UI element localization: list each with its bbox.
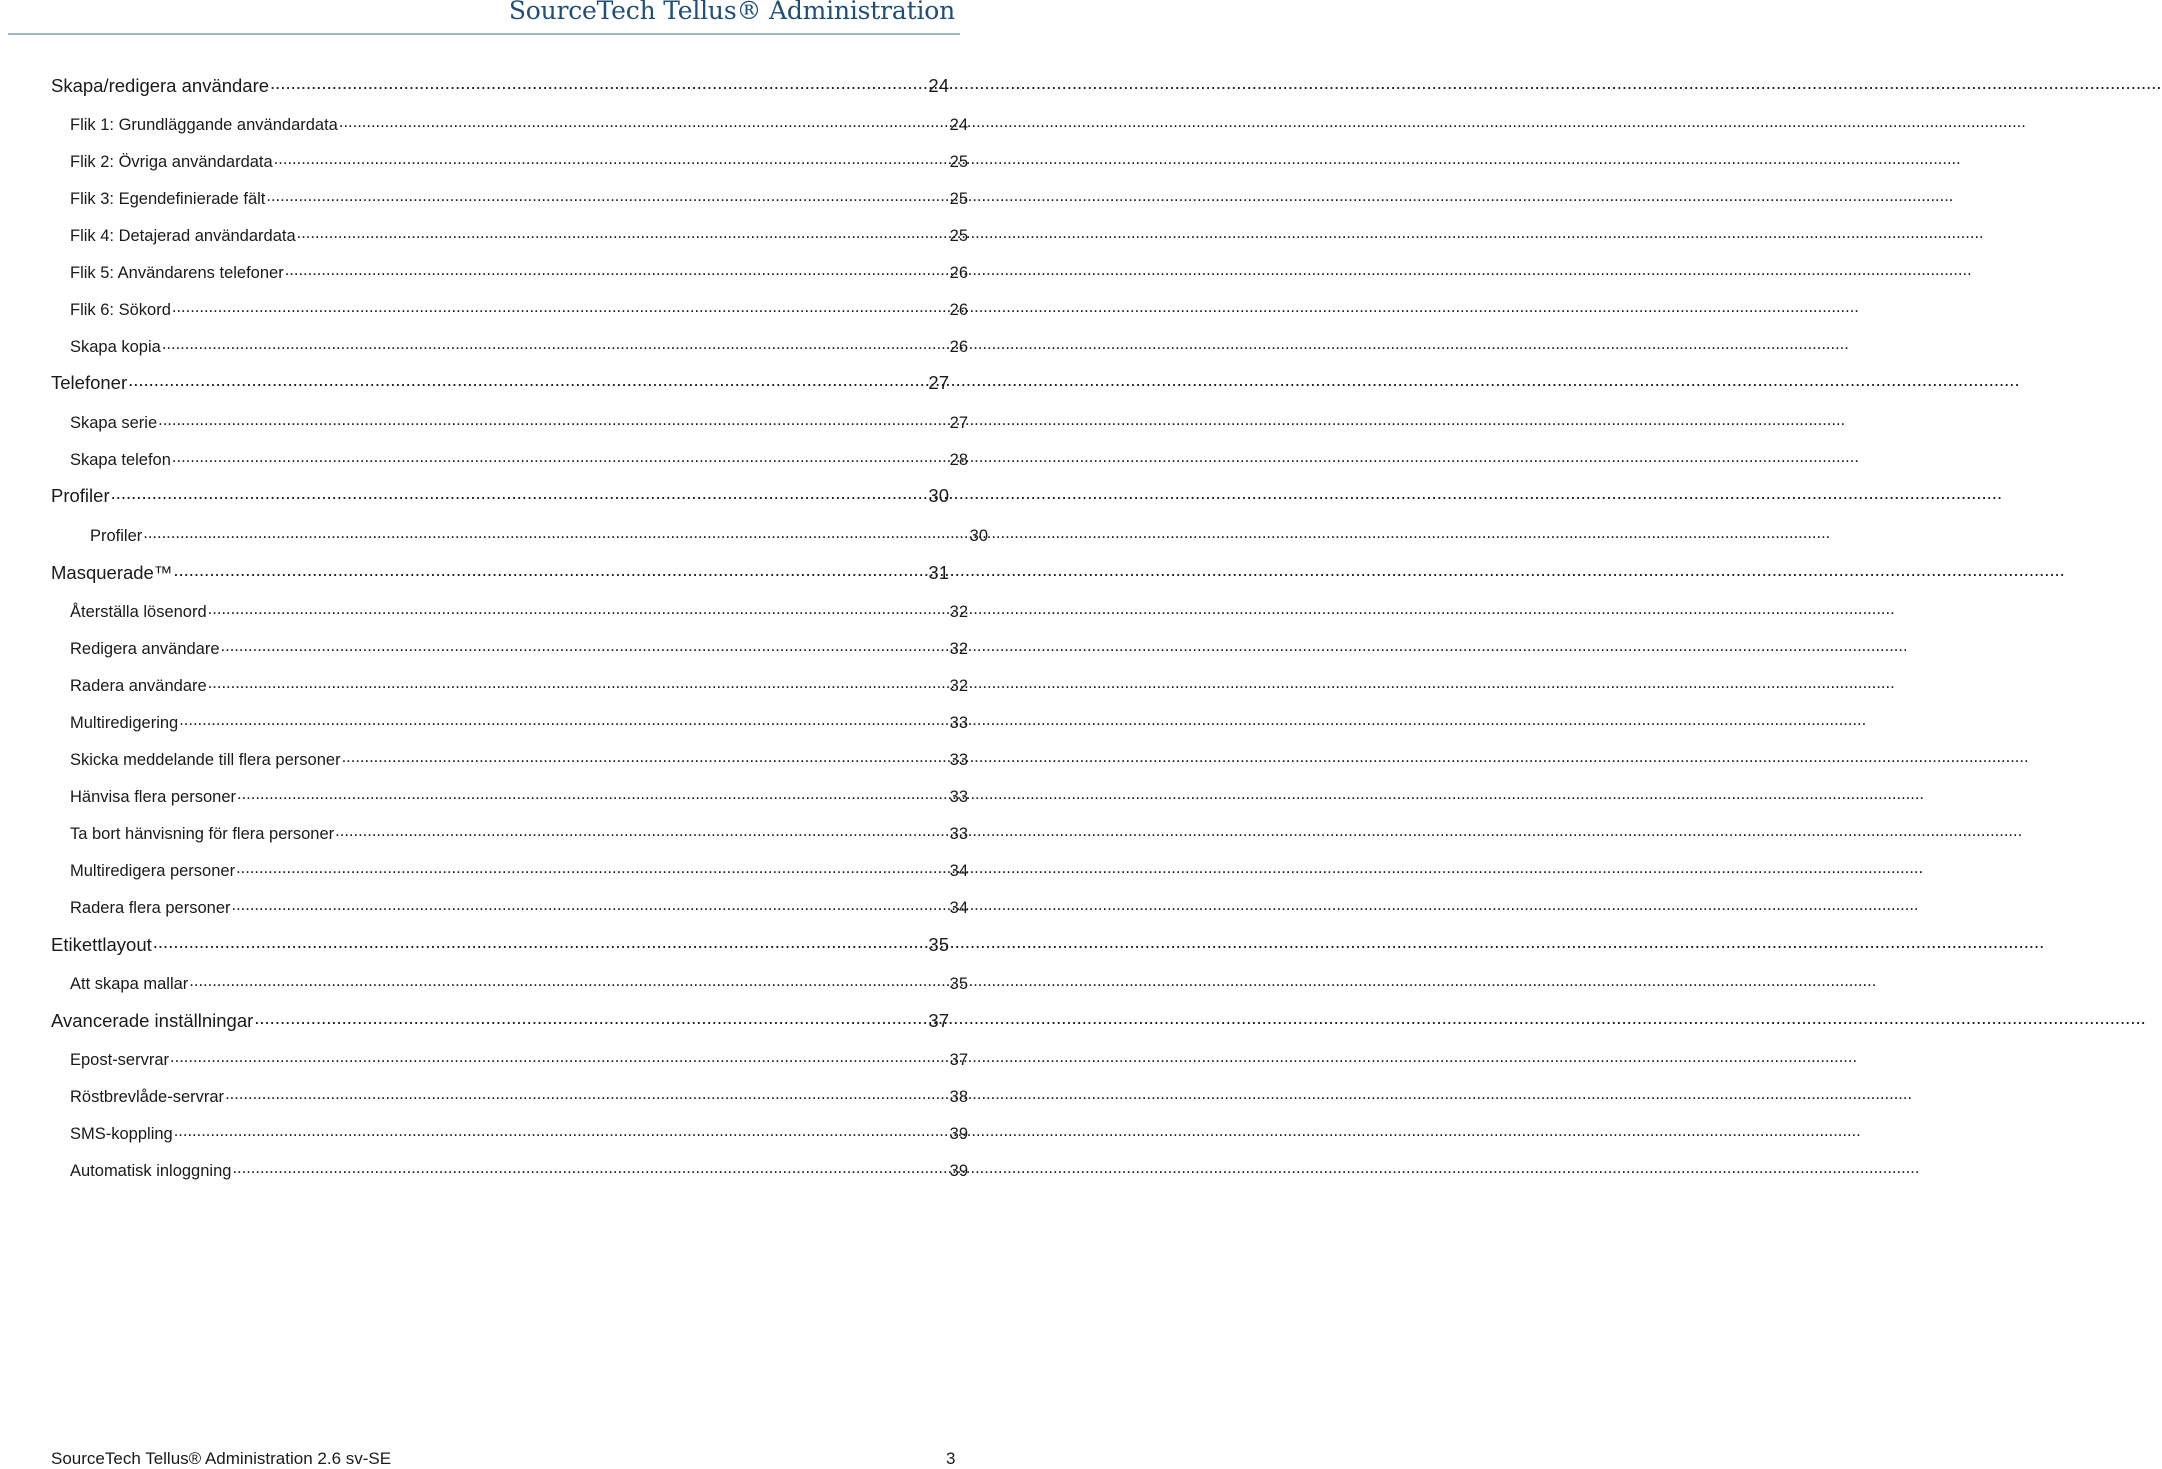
toc-entry-page: 26 xyxy=(949,337,968,356)
toc-dot-leader xyxy=(339,113,949,130)
toc-entry-page: 26 xyxy=(949,300,968,319)
toc-entry-title: Att skapa mallar xyxy=(70,974,189,993)
toc-entry-page: 39 xyxy=(949,1124,968,1143)
toc-entry-title: Skapa/redigera användare xyxy=(51,74,270,96)
toc-dot-leader xyxy=(232,1159,948,1176)
toc-entry-title: Profiler xyxy=(51,484,110,506)
toc-dot-leader xyxy=(179,711,948,728)
toc-entry[interactable] xyxy=(0,1008,949,1032)
toc-entry-title: Etikettlayout xyxy=(51,933,152,955)
toc-entry-page: 25 xyxy=(949,152,968,171)
toc-dot-leader xyxy=(232,896,949,913)
toc-entry-page: 25 xyxy=(949,189,968,208)
toc-entry[interactable] xyxy=(0,785,968,807)
toc-entry[interactable] xyxy=(0,932,949,956)
footer-document-title: SourceTech Tellus® Administration 2.6 sv-SE xyxy=(51,1449,392,1468)
toc-dot-leader xyxy=(208,600,949,617)
toc-entry-title: Multiredigera personer xyxy=(70,861,236,880)
toc-entry-page: 28 xyxy=(949,450,968,469)
toc-entry-title: Skicka meddelande till flera personer xyxy=(70,750,341,769)
toc-dot-leader xyxy=(128,370,927,389)
toc-entry[interactable] xyxy=(0,448,968,470)
toc-entry-page: 33 xyxy=(949,787,968,806)
toc-entry[interactable] xyxy=(0,560,949,584)
toc-entry[interactable] xyxy=(0,1085,968,1107)
toc-entry[interactable] xyxy=(0,637,968,659)
toc-dot-leader xyxy=(173,560,927,579)
toc-dot-leader xyxy=(208,674,949,691)
toc-dot-leader xyxy=(189,972,948,989)
toc-entry-title: Automatisk inloggning xyxy=(70,1161,232,1180)
toc-entry[interactable] xyxy=(0,674,968,696)
toc-entry-page: 34 xyxy=(949,861,968,880)
toc-entry-title: Profiler xyxy=(90,526,143,545)
toc-dot-leader xyxy=(153,932,928,951)
header-divider xyxy=(8,33,960,35)
toc-entry-title: Flik 5: Användarens telefoner xyxy=(70,263,284,282)
toc-entry-title: SMS-koppling xyxy=(70,1124,173,1143)
toc-entry-page: 26 xyxy=(949,263,968,282)
toc-entry[interactable] xyxy=(0,187,968,209)
toc-entry-title: Skapa telefon xyxy=(70,450,171,469)
toc-entry[interactable] xyxy=(0,113,968,135)
toc-entry[interactable] xyxy=(0,150,968,172)
toc-entry[interactable] xyxy=(0,335,968,357)
toc-dot-leader xyxy=(221,637,949,654)
toc-dot-leader xyxy=(270,73,927,92)
toc-dot-leader xyxy=(254,1008,927,1027)
toc-dot-leader xyxy=(274,150,949,167)
toc-entry[interactable] xyxy=(0,483,949,507)
toc-entry-title: Flik 3: Egendefinierade fält xyxy=(70,189,266,208)
toc-entry-title: Masquerade™ xyxy=(51,561,173,583)
toc-entry[interactable] xyxy=(0,298,968,320)
toc-dot-leader xyxy=(172,298,949,315)
toc-dot-leader xyxy=(170,1048,949,1065)
toc-entry[interactable] xyxy=(0,1048,968,1070)
toc-entry-title: Flik 1: Grundläggande användardata xyxy=(70,115,338,134)
toc-entry-page: 30 xyxy=(928,484,949,506)
toc-entry[interactable] xyxy=(0,748,968,770)
toc-entry[interactable] xyxy=(0,1159,968,1181)
toc-entry-title: Återställa lösenord xyxy=(70,602,207,621)
toc-entry[interactable] xyxy=(0,600,968,622)
toc-entry-title: Flik 6: Sökord xyxy=(70,300,171,319)
toc-entry-title: Hänvisa flera personer xyxy=(70,787,236,806)
footer-page-number: 3 xyxy=(946,1449,956,1468)
toc-dot-leader xyxy=(342,748,949,765)
toc-dot-leader xyxy=(111,483,928,502)
toc-entry[interactable] xyxy=(0,261,968,283)
toc-dot-leader xyxy=(158,411,949,428)
toc-entry-title: Skapa serie xyxy=(70,413,158,432)
toc-entry[interactable] xyxy=(0,73,949,97)
toc-entry[interactable] xyxy=(0,822,968,844)
toc-dot-leader xyxy=(225,1085,949,1102)
toc-entry[interactable] xyxy=(0,524,988,546)
toc-entry-title: Multiredigering xyxy=(70,713,179,732)
toc-dot-leader xyxy=(172,448,949,465)
toc-entry-title: Flik 4: Detajerad användardata xyxy=(70,226,296,245)
toc-entry-title: Radera användare xyxy=(70,676,207,695)
toc-entry-page: 39 xyxy=(949,1161,968,1180)
toc-entry-title: Epost-servrar xyxy=(70,1050,170,1069)
toc-entry[interactable] xyxy=(0,711,968,733)
toc-entry-title: Telefoner xyxy=(51,371,128,393)
toc-entry-title: Avancerade inställningar xyxy=(51,1009,254,1031)
toc-entry-page: 35 xyxy=(949,974,968,993)
toc-entry-page: 32 xyxy=(949,676,968,695)
page-header-title: SourceTech Tellus® Administration xyxy=(508,0,955,25)
toc-entry[interactable] xyxy=(0,1122,968,1144)
toc-dot-leader xyxy=(237,785,949,802)
toc-entry-page: 27 xyxy=(928,371,949,393)
toc-dot-leader xyxy=(174,1122,949,1139)
toc-entry[interactable] xyxy=(0,411,968,433)
toc-entry-page: 33 xyxy=(949,750,968,769)
toc-dot-leader xyxy=(266,187,948,204)
toc-entry-page: 33 xyxy=(949,824,968,843)
toc-entry-page: 37 xyxy=(928,1009,949,1031)
toc-entry-page: 32 xyxy=(949,602,968,621)
toc-entry-title: Flik 2: Övriga användardata xyxy=(70,152,273,171)
toc-entry[interactable] xyxy=(0,370,949,394)
toc-entry-page: 24 xyxy=(928,74,949,96)
toc-dot-leader xyxy=(297,224,949,241)
toc-entry[interactable] xyxy=(0,972,968,994)
toc-entry-title: Ta bort hänvisning för flera personer xyxy=(70,824,335,843)
toc-entry-page: 27 xyxy=(949,413,968,432)
toc-dot-leader xyxy=(335,822,948,839)
toc-entry-page: 30 xyxy=(969,526,988,545)
toc-entry-page: 25 xyxy=(949,226,968,245)
toc-entry-page: 34 xyxy=(949,898,968,917)
toc-entry[interactable] xyxy=(0,896,968,918)
toc-entry[interactable] xyxy=(0,859,968,881)
toc-entry-page: 31 xyxy=(928,561,949,583)
toc-entry-page: 32 xyxy=(949,639,968,658)
toc-entry-page: 38 xyxy=(949,1087,968,1106)
toc-entry-page: 37 xyxy=(949,1050,968,1069)
toc-dot-leader xyxy=(162,335,949,352)
toc-entry-page: 35 xyxy=(928,933,949,955)
toc-entry-page: 24 xyxy=(949,115,968,134)
toc-entry-title: Skapa kopia xyxy=(70,337,161,356)
toc-entry-title: Redigera användare xyxy=(70,639,220,658)
toc-entry[interactable] xyxy=(0,224,968,246)
toc-entry-title: Radera flera personer xyxy=(70,898,231,917)
toc-entry-page: 33 xyxy=(949,713,968,732)
toc-dot-leader xyxy=(285,261,949,278)
toc-dot-leader xyxy=(236,859,949,876)
toc-entry-title: Röstbrevlåde-servrar xyxy=(70,1087,225,1106)
toc-dot-leader xyxy=(143,524,968,541)
